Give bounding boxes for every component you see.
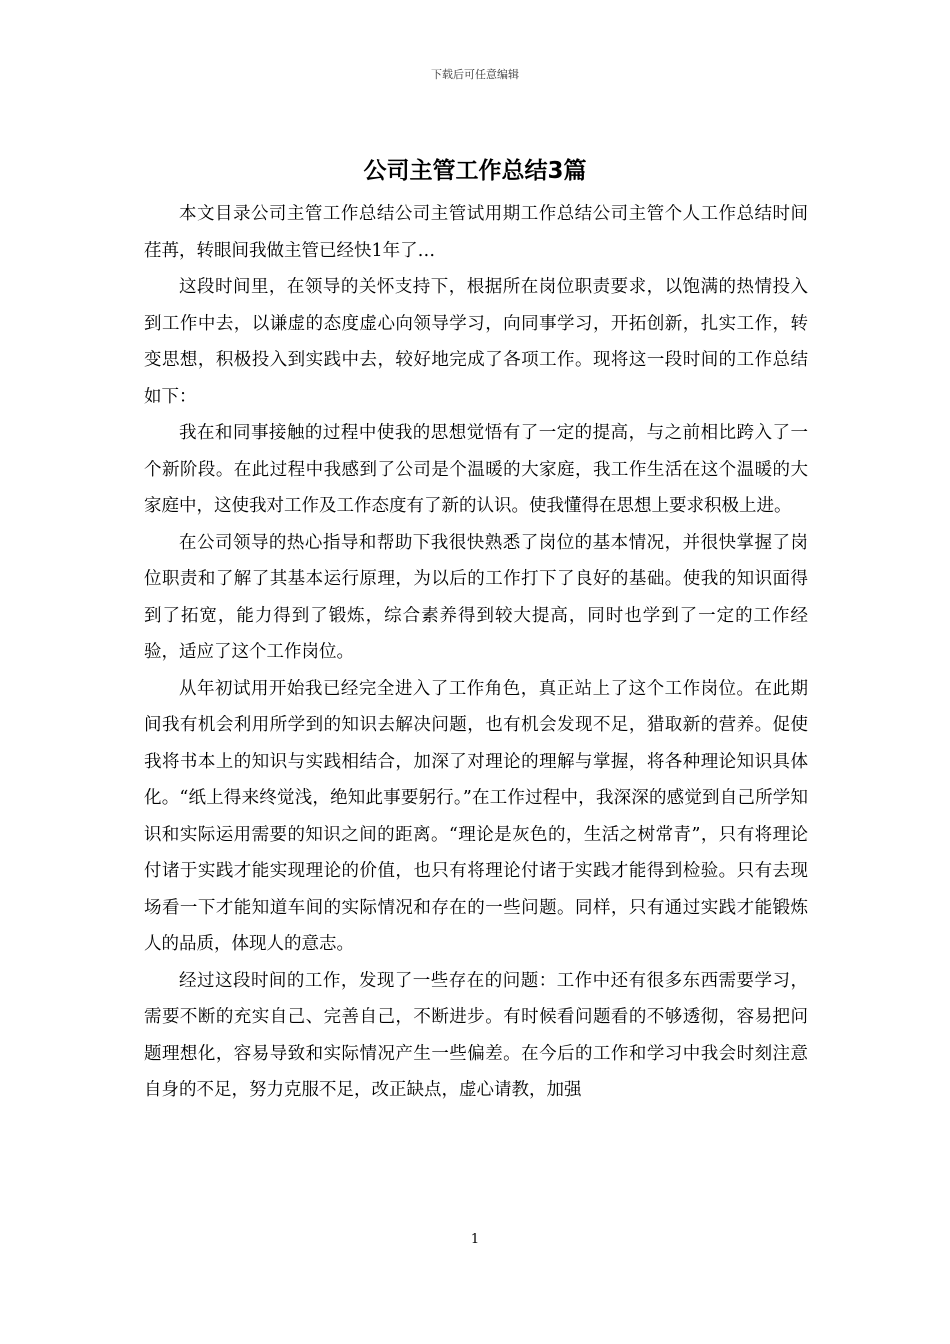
paragraph-practice: 从年初试用开始我已经完全进入了工作角色，真正站上了这个工作岗位。在此期间我有机会利用所学到的知识去解决问题，也有机会发现不足，猎取新的营养。促使我将书本上的知识与实践相结合，加深了对理论的理解与掌握，将各种理论知识具体化。“纸上得来终觉浅，绝知此事要躬行。”在工作过程中，我深深的感觉到自己所学知识和实际运用需要的知识之间的距离。“理论是灰色的，生活之树常青”，只有将理论付诸于实践才能实现理论的价值，也只有将理论付诸于实践才能得到检验。只有去现场看一下才能知道车间的实际情况和存在的一些问题。同样，只有通过实践才能锻炼人的品质，体现人的意志。 bbox=[144, 678, 808, 954]
paragraph-colleagues: 我在和同事接触的过程中使我的思想觉悟有了一定的提高，与之前相比跨入了一个新阶段。在此过程中我感到了公司是个温暖的大家庭，我工作生活在这个温暖的大家庭中，这使我对工作及工作态度有了新的认识。使我懂得在思想上要求积极上进。 bbox=[144, 423, 808, 516]
document-body bbox=[144, 196, 808, 1109]
paragraph-problems: 经过这段时间的工作，发现了一些存在的问题：工作中还有很多东西需要学习，需要不断的充实自己、完善自己，不断进步。有时候看问题看的不够透彻，容易把问题理想化，容易导致和实际情况产生一些偏差。在今后的工作和学习中我会时刻注意自身的不足，努力克服不足，改正缺点，虚心请教，加强 bbox=[144, 970, 808, 1100]
paragraph-overview: 这段时间里，在领导的关怀支持下，根据所在岗位职责要求，以饱满的热情投入到工作中去，以谦虚的态度虚心向领导学习，向同事学习，开拓创新，扎实工作，转变思想，积极投入到实践中去，较好地完成了各项工作。现将这一段时间的工作总结如下： bbox=[144, 277, 808, 407]
page-header-note: 下载后可任意编辑 bbox=[431, 68, 519, 81]
paragraph-guidance: 在公司领导的热心指导和帮助下我很快熟悉了岗位的基本情况，并很快掌握了岗位职责和了解了其基本运行原理，为以后的工作打下了良好的基础。使我的知识面得到了拓宽，能力得到了锻炼，综合素养得到较大提高，同时也学到了一定的工作经验，适应了这个工作岗位。 bbox=[144, 532, 808, 662]
page-number: 1 bbox=[470, 1232, 480, 1247]
document-title: 公司主管工作总结3篇 bbox=[363, 158, 587, 184]
paragraph-intro: 本文目录公司主管工作总结公司主管试用期工作总结公司主管个人工作总结时间荏苒，转眼间我做主管已经快1年了… bbox=[144, 204, 808, 261]
